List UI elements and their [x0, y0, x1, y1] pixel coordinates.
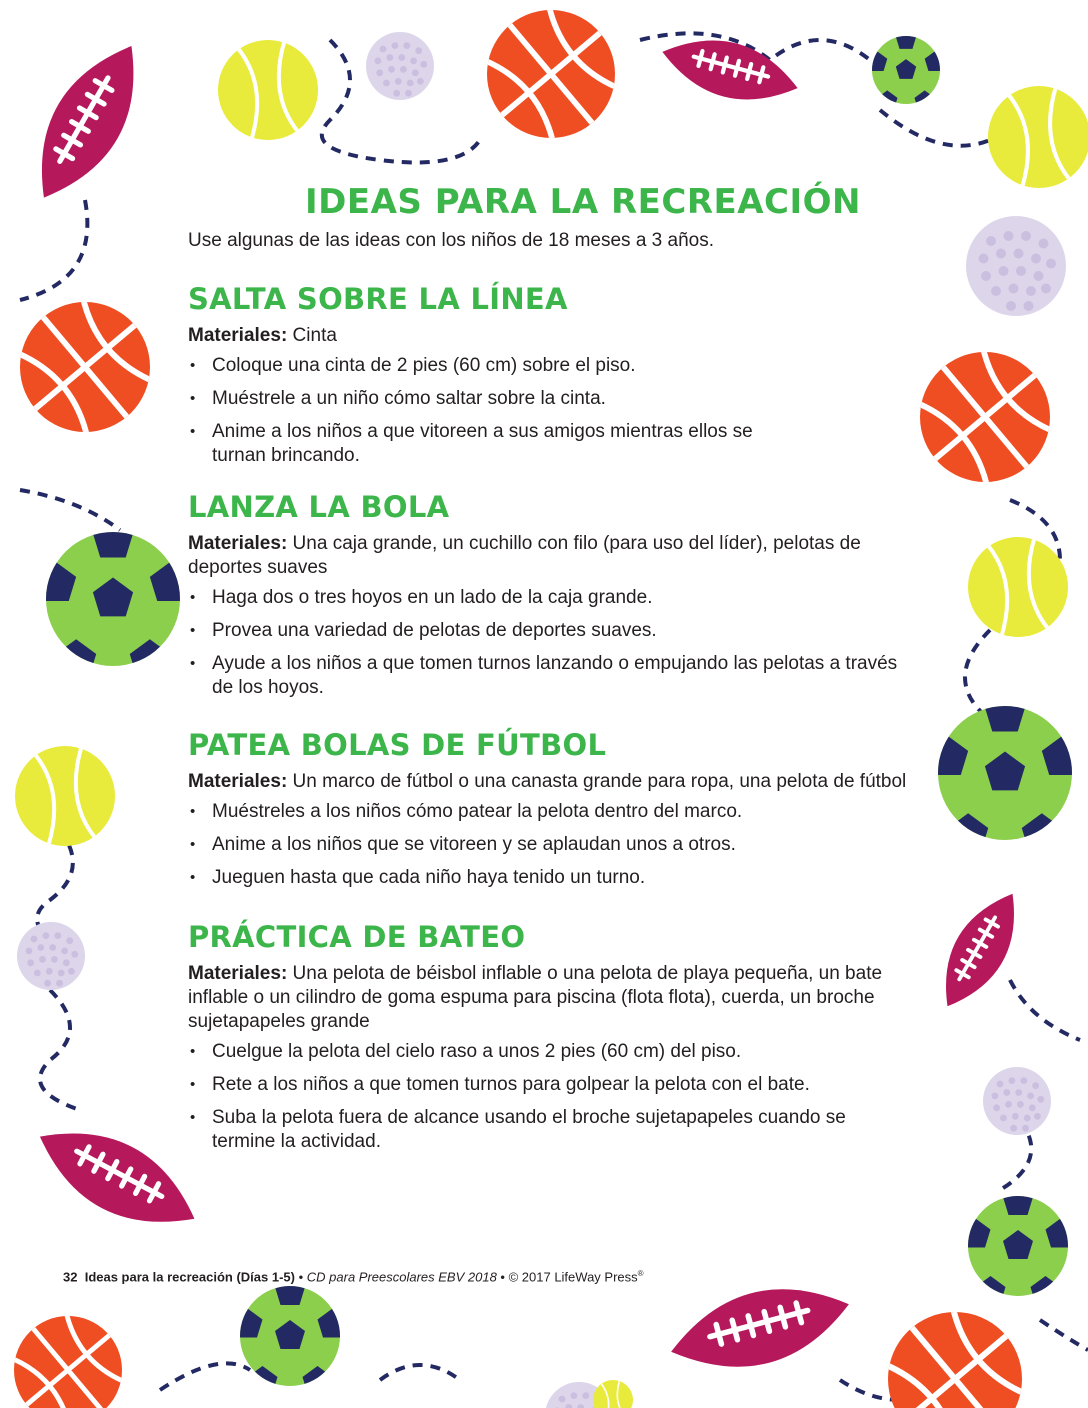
section-salta — [188, 282, 918, 468]
list-item: • Anime a los niños que se vitoreen y se aplaudan unos a otros. — [188, 833, 918, 857]
basketball-icon — [873, 1295, 1036, 1408]
golf-ball-icon — [983, 1067, 1051, 1135]
materials-text: Una caja grande, un cuchillo con filo (para uso del líder), pelotas de deportes suaves — [188, 533, 861, 578]
football-icon — [24, 1106, 211, 1248]
intro-text: Use algunas de las ideas con los niños de 18 meses a 3 años. — [188, 230, 714, 251]
materials — [188, 532, 918, 580]
football-icon — [14, 29, 161, 215]
page-title: IDEAS PARA LA RECREACIÓN — [304, 182, 862, 222]
golf-ball-icon — [17, 922, 85, 990]
soccer-ball-icon — [233, 1276, 348, 1395]
materials-text: Una pelota de béisbol inflable o una pelota de playa pequeña, un bate inflable o un cilindro de goma espuma para piscina (flota flota), cuerda, un broche sujetapapeles grande — [188, 963, 883, 1032]
materials-label: Materiales: — [188, 963, 288, 984]
list-item: • Muéstreles a los niños cómo patear la pelota dentro del marco. — [188, 800, 918, 824]
list-item: • Anime a los niños a que vitoreen a sus amigos mientras ellos se turnan brincando. — [188, 420, 792, 468]
instruction-list — [188, 1040, 918, 1154]
instruction-list — [188, 800, 918, 890]
list-item: • Coloque una cinta de 2 pies (60 cm) sobre el piso. — [188, 354, 918, 378]
footer-product: CD para Preescolares EBV 2018 — [306, 1269, 497, 1285]
basketball-icon — [906, 336, 1064, 498]
list-item: • Cuelgue la pelota del cielo raso a unos 2 pies (60 cm) del piso. — [188, 1040, 918, 1064]
football-icon — [662, 1270, 858, 1387]
section-heading: PRÁCTICA DE BATEO — [188, 920, 526, 954]
page-footer — [63, 1269, 644, 1284]
tennis-ball-icon — [15, 744, 115, 849]
footer-label: Ideas para la recreación (Días 1-5) — [84, 1269, 295, 1285]
instruction-list — [188, 354, 918, 468]
section-heading: SALTA SOBRE LA LÍNEA — [188, 282, 568, 316]
soccer-ball-icon — [36, 519, 190, 678]
golf-ball-icon — [366, 32, 434, 100]
materials-text: Cinta — [287, 325, 337, 346]
section-bateo — [188, 920, 918, 1154]
tennis-ball-icon — [988, 83, 1088, 190]
registered-mark: ® — [637, 1269, 644, 1278]
golf-ball-icon — [966, 216, 1066, 316]
page-content — [188, 182, 918, 1163]
basketball-icon — [6, 286, 164, 448]
list-item: • Rete a los niños a que tomen turnos para golpear la pelota con el bate. — [188, 1073, 918, 1097]
section-heading: PATEA BOLAS DE FÚTBOL — [188, 728, 607, 762]
materials — [188, 324, 918, 348]
list-item: • Provea una variedad de pelotas de deportes suaves. — [188, 619, 918, 643]
list-item: • Suba la pelota fuera de alcance usando el broche sujetapapeles cuando se termine la actividad. — [188, 1106, 892, 1154]
section-patea — [188, 728, 918, 890]
list-item: • Muéstrele a un niño cómo saltar sobre la cinta. — [188, 387, 918, 411]
page-number: 32 — [63, 1269, 78, 1285]
section-heading: LANZA LA BOLA — [188, 490, 450, 524]
materials-label: Materiales: — [188, 533, 288, 554]
footer-copyright: © 2017 LifeWay Press — [508, 1269, 638, 1285]
soccer-ball-icon — [961, 1186, 1076, 1305]
footer-separator: • — [496, 1269, 509, 1285]
football-icon — [926, 881, 1035, 1019]
materials-label: Materiales: — [188, 771, 288, 792]
materials-label: Materiales: — [188, 325, 288, 346]
instruction-list — [188, 586, 918, 700]
basketball-icon — [473, 0, 629, 154]
materials — [188, 962, 918, 1034]
list-item: • Haga dos o tres hoyos en un lado de la caja grande. — [188, 586, 918, 610]
tennis-ball-icon — [968, 535, 1068, 640]
soccer-ball-icon — [867, 29, 945, 110]
soccer-ball-icon — [928, 693, 1082, 852]
tennis-ball-icon — [218, 38, 318, 143]
basketball-icon — [2, 1303, 133, 1408]
materials — [188, 770, 918, 794]
footer-separator: • — [294, 1269, 307, 1285]
list-item: • Jueguen hasta que cada niño haya tenido un turno. — [188, 866, 918, 890]
list-item: • Ayude a los niños a que tomen turnos lanzando o empujando las pelotas a través de los hoyos. — [188, 652, 918, 700]
tennis-ball-icon — [593, 1379, 633, 1408]
materials-text: Un marco de fútbol o una canasta grande para ropa, una pelota de fútbol — [287, 771, 907, 792]
section-lanza — [188, 490, 918, 700]
